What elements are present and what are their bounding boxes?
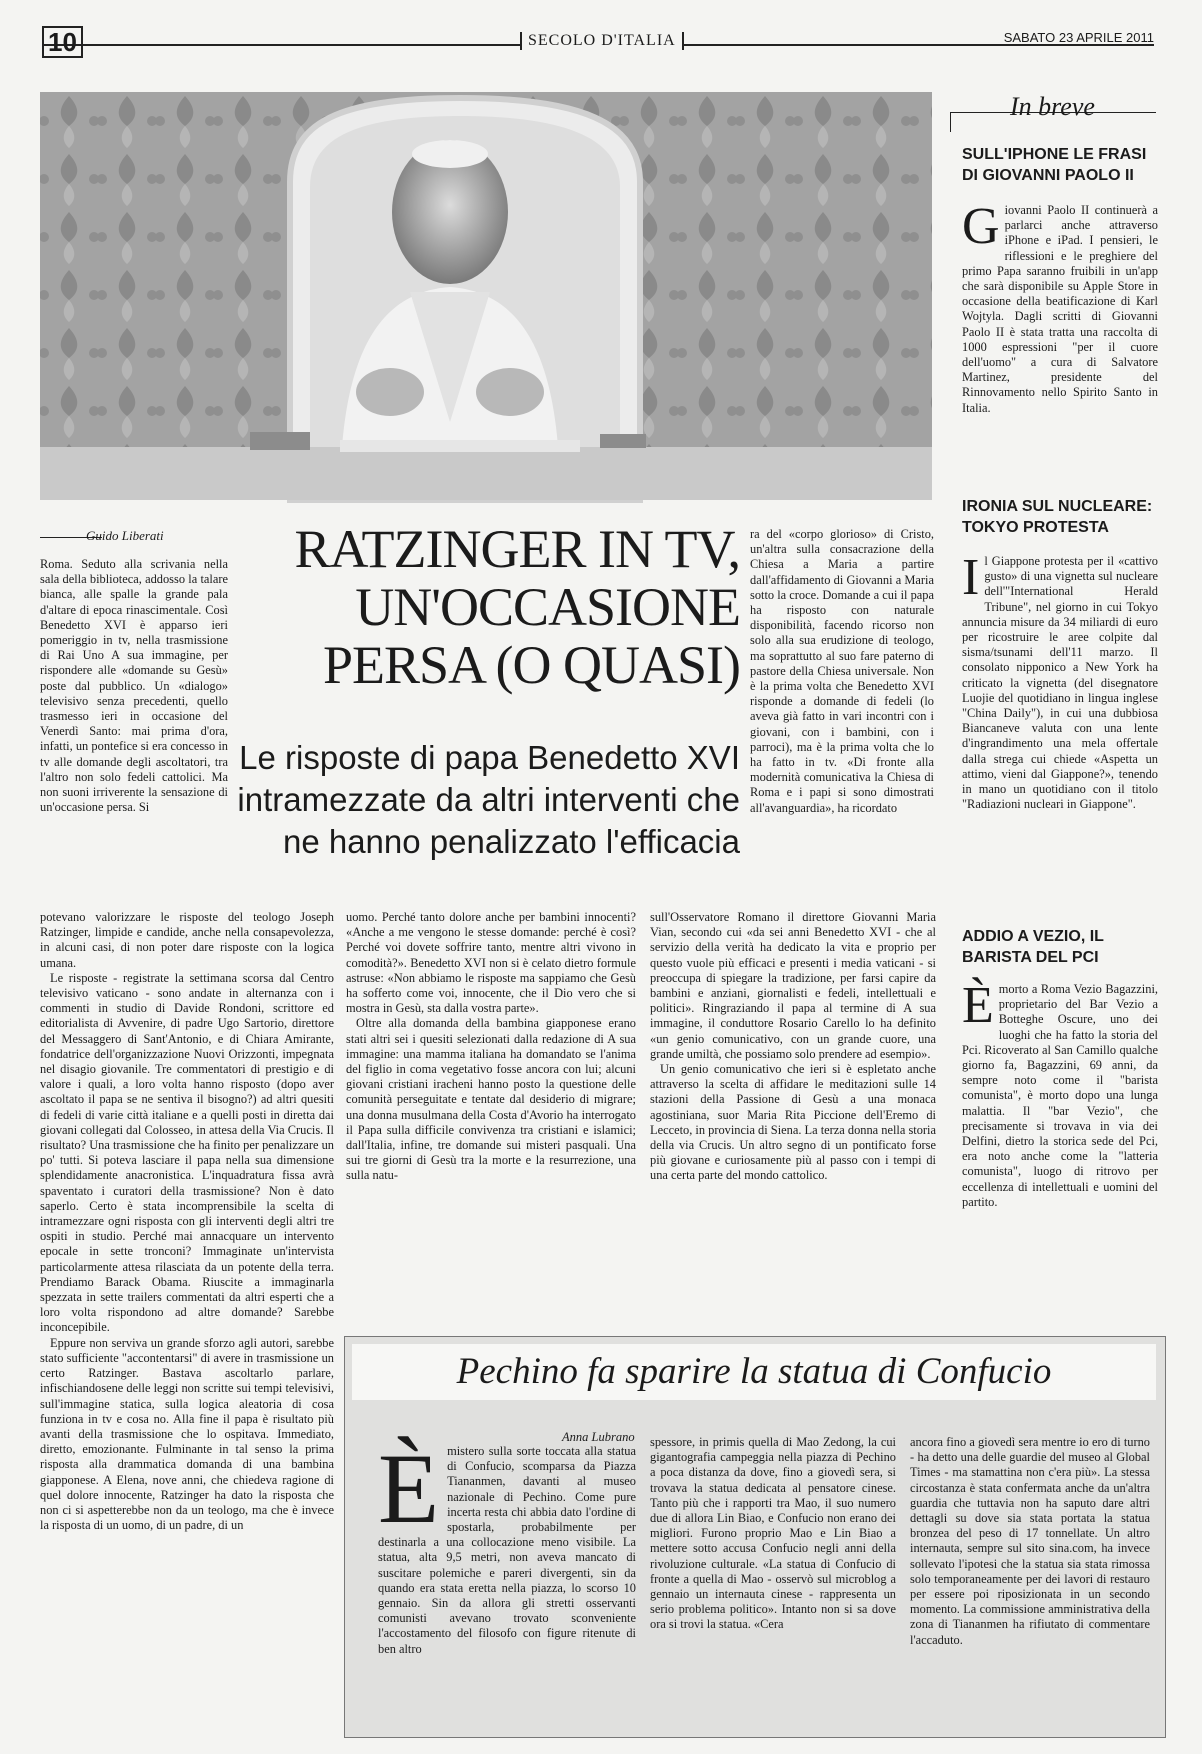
masthead: SECOLO D'ITALIA — [520, 32, 684, 50]
boxed-article-headline: Pechino fa sparire la statua di Confucio — [456, 1351, 1052, 1392]
pope-portrait-photo — [40, 92, 932, 500]
deck: Le risposte di papa Benedetto XVI intramezzate da altri interventi che ne hanno penalizzato l'efficacia — [237, 739, 740, 860]
article-paragraph: potevano valorizzare le risposte del teologo Joseph Ratzinger, limpide e candide, anche nella consapevolezza, in alcuni casi, di non poter dare risposte con la logica umana. — [40, 910, 334, 970]
article-column-3 — [346, 910, 636, 1270]
boxed-article-body: spessore, in primis quella di Mao Zedong, la cui gigantografia campeggia nella piazza di Pechino a poca distanza da dove, fino a giovedì sera, si trovava la statua dedicata al pensatore cinese. Tanto più che i rapporti tra Mao, il suo numero due di allora Lin Biao, e Confucio non erano dei migliori. Furono proprio Mao e Lin Biao a mettere sotto accusa Confucio negli anni della rivoluzione culturale. «La statua di Confucio di fronte a quella di Mao - osservò sul microblog a gennaio un internauta cinese - rappresenta un serio problema politico». Intanto non si sa dove ora si trovi la statua. «Cera — [650, 1435, 896, 1632]
drop-cap: È — [378, 1433, 440, 1544]
article-paragraph: ra del «corpo glorioso» di Cristo, un'altra sulla consacrazione della Chiesa a Maria a partire dall'affidamento di Giovanni a Maria sotto la croce. Domande a cui il papa ha risposto con naturale disponibilità, facendo ricorso non solo alla sua erudizione di teologo, ma soprattutto al suo fare paterno di pastore della Chiesa universale. Non è la prima volta che Benedetto XVI risponde a domande di fedeli (lo aveva già fatto in vari incontri con i giovani, con i bambini, con i parroci), ma è la prima volta che lo ha fatto in tv. «Di fronte alla modernità comunicativa la Chiesa di Roma e i papi si sono dimostrati all'avanguardia», ha ricordato — [750, 527, 934, 815]
boxed-article-byline: Anna Lubrano — [562, 1430, 635, 1444]
headline: RATZINGER IN TV, UN'OCCASIONE PERSA (O QUASI) — [294, 519, 740, 695]
brief-body: iovanni Paolo II continuerà a parlarci anche attraverso iPhone e iPad. I pensieri, le riflessioni e le preghiere del primo Papa saranno fruibili in un'app che sarà disponibile su Apple Store in occasione della beatificazione di Karl Wojtyla. Dagli scritti di Giovanni Paolo II è stata tratta una raccolta di 1000 espressioni "per il cuore dell'uomo" a cura di Salvatore Martinez, presidente del Rinnovamento nello Spirito Santo in Italia. — [962, 203, 1158, 415]
article-column-top-right — [750, 527, 934, 907]
article-column-4 — [650, 910, 936, 1270]
article-paragraph: Roma. Seduto alla scrivania nella sala della biblioteca, addosso la talare bianca, alle spalle la grande pala d'altare di epoca rinascimentale. Così Benedetto XVI è apparso ieri pomeriggio in tv, nella trasmissione di Rai Uno A sua immagine, per rispondere alle «domande su Gesù» poste dal pubblico. Un «dialogo» televisivo senza precedenti, quello trasmesso ieri in occasione del Venerdì Santo: mai prima d'ora, infatti, un pontefice si era concesso in tv alle domande degli ascoltatori, tra l'altro non solo fedeli cattolici. Ma non suoni irriverente la sensazione di un'occasione persa. Si — [40, 557, 228, 815]
article-paragraph: Un genio comunicativo che ieri si è espletato anche attraverso la scelta di affidare le meditazioni sulle 14 stazioni della Passione di Gesù a una monaca agostiniana, suor Maria Rita Piccione dell'Eremo di Lecceto, in provincia di Siena. La terza donna nella storia della via Crucis. Un altro segno di un pontificato forse più giovane e curiosamente più al passo con i tempi di una certa parte del mondo cattolico. — [650, 1062, 936, 1183]
article-paragraph: sull'Osservatore Romano il direttore Giovanni Maria Vian, secondo cui «da sei anni Benedetto XVI - che al servizio della verità ha dedicato la vita e proprio per questo vuole più efficaci e presenti i media vaticani - si preoccupa di spiegare la tradizione, per farsi capire da bambini e anziani, giornalisti e fedeli, intellettuali e politici». Ringraziando il papa al termine di A sua immagine, il conduttore Rosario Carello lo ha definito «un genio comunicativo, con un grande cuore, una grande umiltà, che possiamo solo prendere ad esempio». — [650, 910, 936, 1061]
photo-illustration — [40, 92, 932, 500]
brief-body: morto a Roma Vezio Bagazzini, proprietario del Bar Vezio a Botteghe Oscure, uno dei luoghi che ha fatto la storia del Pci. Ricoverato al San Camillo qualche giorno fa, Bagazzini, 69 anni, da sempre noto come il "barista comunista", è morto dopo una lunga malattia. Il "bar Vezio", che precisamente si trovava in via dei Delfini, dietro la storica sede del Pci, era noto anche come la "latteria comunista", luogo di ritrovo per eccellenza di intellettuali e uomini del partito. — [962, 982, 1158, 1209]
brief-body: l Giappone protesta per il «cattivo gusto» di una vignetta sul nucleare dell'"International Herald Tribune", nel giorno in cui Tokyo annuncia misure da 34 miliardi di euro per ricostruire le aree colpite dal sisma/tsunami dell'11 marzo. Il consolato nipponico a New York ha criticato la vignetta (del disegnatore Luojie del quotidiano in lingua inglese "China Daily"), in cui una dubbiosa Biancaneve valuta con una lente d'ingrandimento una mela offertale dalla strega cui chiede «Aspetta un attimo, vieni dal Giappone?», tenendo in mano un quotidiano con il titolo "Radiazioni nucleari in Giappone". — [962, 554, 1158, 812]
sidebar-rule-vertical — [950, 112, 951, 132]
boxed-article-body: ancora fino a giovedì sera mentre io ero di turno - ha detto una delle guardie del museo al Global Times - ma stamattina non c'era più». La stessa circostanza è stata confermata anche da un'altra guardia che tuttavia non ha saputo dare altri dettagli su dove sia stata portata la statua bronzea del peso di 17 tonnellate. Un altro internauta, sempre sul sito sina.com, ha invece sollevato l'ipotesi che la statua sia stata rimossa solo temporaneamente per dei lavori di restauro per essere poi riposizionata in un secondo momento. La commissione amministrativa della zona di Tiananmen ha rifiutato di commentare l'accaduto. — [910, 1435, 1150, 1647]
byline: Guido Liberati — [86, 528, 164, 543]
issue-date: SABATO 23 APRILE 2011 — [1003, 30, 1154, 45]
sidebar-title: In breve — [1010, 92, 1095, 121]
brief-headline: ADDIO A VEZIO, IL BARISTA DEL PCI — [962, 928, 1104, 966]
brief-text — [962, 549, 1158, 914]
brief-text — [962, 977, 1158, 1280]
page-number: 10 — [42, 26, 83, 58]
article-paragraph: Eppure non serviva un grande sforzo agli autori, sarebbe stato sufficiente "accontentarsi" di avere in trasmissione un certo Ratzinger. Bastava ascoltarlo parlare, infischiandosene delle leggi non scritte sui tempi televisivi, sull'immagine statica, sulla logica aleatoria di cosa funziona in tv e cosa no. Alla fine il papa è risultato più avanti della trasmissione che lo ospitava. Immediato, diretto, emozionante. Fulminante in tal senso la prima risposta alla drammatica domanda di una bambina giapponese. A Elena, nove anni, che chiedeva ragione di quel dolore innocente, Ratzinger ha dato la risposta che non ci si aspetterebbe non da un teologo, ma che è invece la risposta di un uomo, di un padre, di un — [40, 1335, 334, 1533]
drop-cap: È — [962, 977, 994, 1034]
drop-cap: G — [962, 198, 1000, 255]
brief-text — [962, 198, 1158, 473]
boxed-article-body: mistero sulla sorte toccata alla statua di Confucio, scomparsa da Piazza Tiananmen, davanti al museo nazionale di Pechino. Come pure incerta resta chi abbia dato l'ordine di spostarla, probabilmente per destinarla a una collocazione meno visibile. La statua, alta 9,5 metri, non aveva mancato di suscitare polemiche e pareri divergenti, sin da quando era stata eretta nella piazza, lo scorso 10 gennaio. Sin da allora gli stretti osservanti comunisti avevano trovato sconveniente l'accostamento del filosofo con figure ritenute di ben altro — [378, 1444, 636, 1656]
boxed-article-column-2 — [650, 1435, 896, 1729]
article-column-2 — [40, 910, 334, 1533]
brief-headline: SULL'IPHONE LE FRASI DI GIOVANNI PAOLO II — [962, 146, 1147, 184]
boxed-article-column-3 — [910, 1435, 1150, 1729]
article-column-1 — [40, 557, 228, 891]
article-paragraph: uomo. Perché tanto dolore anche per bambini innocenti? «Anche a me vengono le stesse domande: perché è così? Perché voi dovete soffrire tanto, mentre altri vivono in comodità?». Benedetto XVI non si è celato dietro formule astruse: «Non abbiamo le risposte ma sappiamo che Gesù ha sofferto come voi, innocente, che il Dio vero che si mostra in Gesù, sta dalla vostra parte». — [346, 910, 636, 1016]
article-paragraph: Le risposte - registrate la settimana scorsa dal Centro televisivo vaticano - sono andate in alternanza con i commenti in studio di Davide Rondoni, scrittore ed editorialista di Avvenire, di padre Ugo Sartorio, direttore del Messaggero di Sant'Antonio, e di Chiara Amirante, fondatrice dell'organizzazione Nuovi Orizzonti, impegnata nel disagio giovanile. Tre commentatori di prestigio e di valore i quali, a loro volta hanno risposto (dopo aver ascoltato il papa se ne sentiva il bisogno?) ad altri quesiti di fedeli di varie città italiane e a quelli posti in diretta dai giovani collegati dal Colosseo, in attesa della Via Crucis. Il risultato? Una trasmissione che ha finito per penalizzare un po' tutti. Si poteva lasciare il papa nella sua dimensione splendidamente anacronistica. L'inquadratura fissa avrà spaventato i curatori della trasmissione? Non è dato saperlo. Certo è stata incomprensibile la scelta di intramezzare ogni risposta con gli interventi degli altri tre ospiti in studio. Perché mai annacquare un intervento epocale in sette tronconi? Immaginate un'intervista particolarmente attesa rilasciata da un potente della terra. Prendiamo Barack Obama. Riuscite a immaginarla spezzata in sette trailers commentati da altri esperti che a loro volta rispondono ad altre domande? Sarebbe inconcepibile. — [40, 970, 334, 1335]
brief-headline: IRONIA SUL NUCLEARE: TOKYO PROTESTA — [962, 498, 1153, 536]
article-paragraph: Oltre alla domanda della bambina giapponese erano stati altri sei i quesiti selezionati dalla redazione di A sua immagine: una mamma italiana ha domandato se l'anima del figlio in coma vegetativo fosse ancora con lui; alcuni giovani cristiani iracheni hanno posto la questione delle comunità perseguitate e tentate dal desiderio di migrare; una donna musulmana della Costa d'Avorio ha interrogato il Papa sulla difficile convivenza tra cristiani e islamici; dall'Italia, infine, tre domande sui misteri pasquali. Una sui tre giorni di Gesù tra la morte e la resurrezione, una sulla natu- — [346, 1016, 636, 1183]
drop-cap: I — [962, 549, 980, 606]
